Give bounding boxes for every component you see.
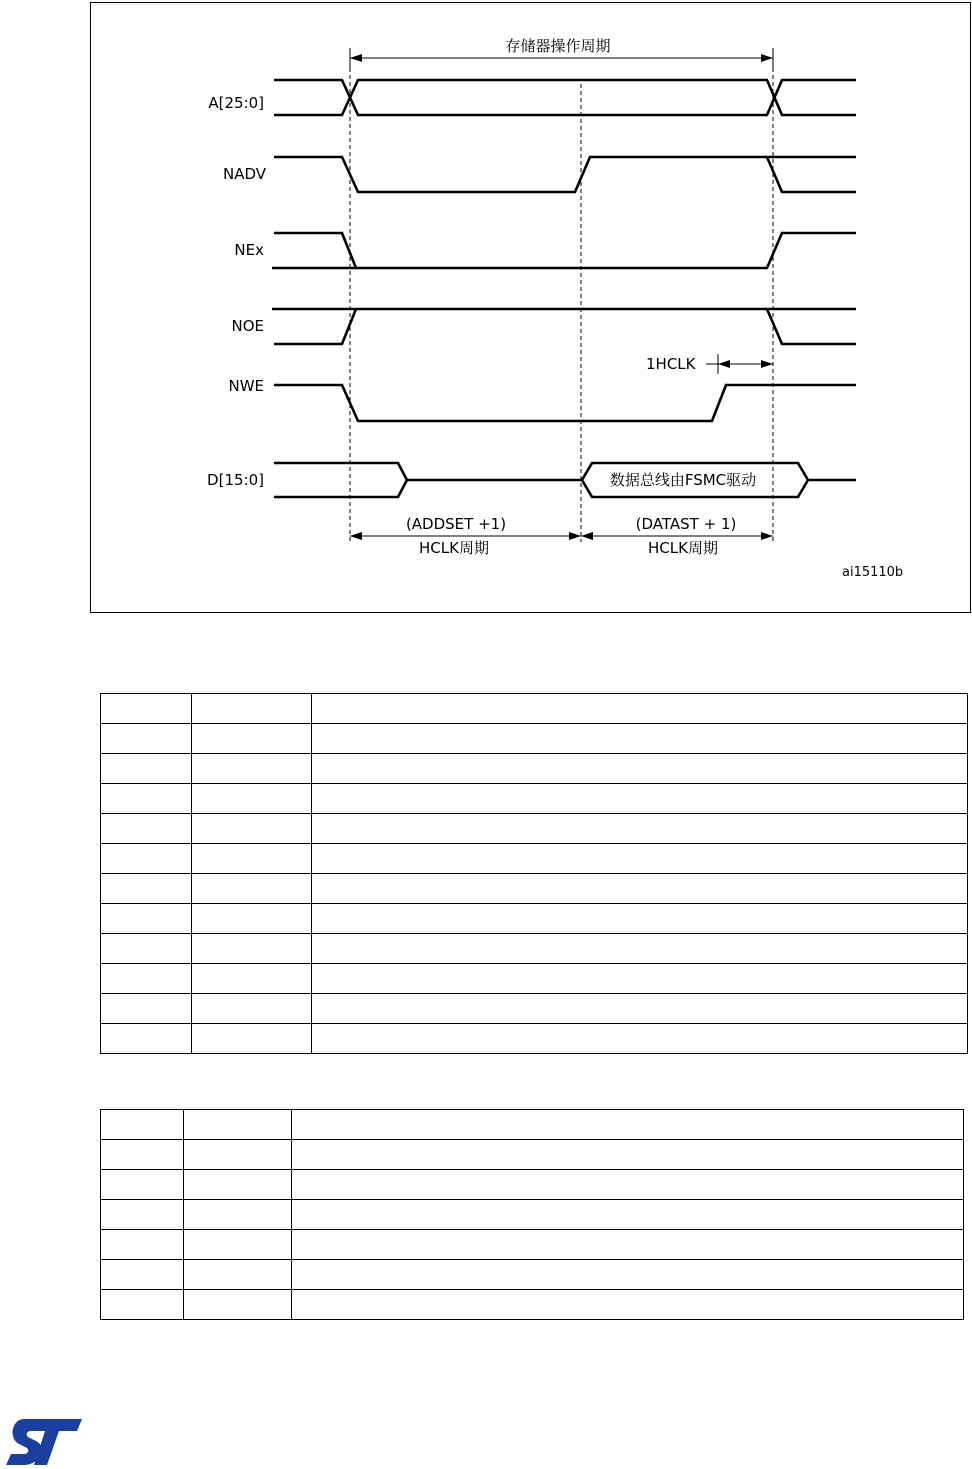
addset-arrow-right (569, 532, 581, 540)
table-cell (184, 1110, 292, 1140)
figure-id: ai15110b (842, 565, 904, 580)
table-cell (312, 814, 968, 844)
one-hclk-arrow-left (718, 360, 730, 368)
table-cell (184, 1290, 292, 1320)
table-cell (101, 964, 192, 994)
table-cell (101, 874, 192, 904)
table-cell (292, 1290, 964, 1320)
register-table-2-body (101, 1110, 964, 1320)
table-cell (101, 1140, 184, 1170)
table-cell (101, 1110, 184, 1140)
table-cell (101, 724, 192, 754)
st-logo-mark (6, 1419, 82, 1465)
table-cell (192, 964, 312, 994)
signal-label-nwe: NWE (228, 377, 264, 395)
table-row (101, 1024, 968, 1054)
table-cell (184, 1200, 292, 1230)
table-cell (292, 1200, 964, 1230)
addset-unit-label: HCLK周期 (419, 539, 489, 557)
table-cell (192, 784, 312, 814)
table-cell (192, 694, 312, 724)
table-row (101, 844, 968, 874)
table-cell (101, 814, 192, 844)
table-cell (312, 934, 968, 964)
table-cell (101, 694, 192, 724)
table-row (101, 934, 968, 964)
table-row (101, 994, 968, 1024)
table-cell (101, 1170, 184, 1200)
table-cell (101, 1260, 184, 1290)
table-row (101, 784, 968, 814)
signal-label-noe: NOE (231, 317, 264, 335)
signal-label-nadv: NADV (222, 165, 266, 183)
table-cell (292, 1170, 964, 1200)
register-table-1 (100, 693, 968, 1054)
table-cell (184, 1170, 292, 1200)
table-cell (101, 1230, 184, 1260)
datast-label: (DATAST + 1) (635, 515, 737, 533)
table-cell (192, 844, 312, 874)
nex-waveform (272, 233, 856, 268)
data-waveform (274, 463, 856, 497)
signal-label-address: A[25:0] (208, 94, 264, 112)
signal-label-data: D[15:0] (207, 471, 264, 489)
signal-label-nex: NEx (234, 241, 264, 259)
table-cell (292, 1140, 964, 1170)
table-row (101, 724, 968, 754)
table-cell (312, 784, 968, 814)
datast-unit-label: HCLK周期 (648, 539, 718, 557)
table-cell (192, 754, 312, 784)
table-cell (101, 1200, 184, 1230)
datast-arrow-right (761, 532, 773, 540)
table-row (101, 964, 968, 994)
table-cell (184, 1230, 292, 1260)
cycle-span-arrow-left (350, 54, 362, 62)
table-row (101, 1230, 964, 1260)
timing-diagram (90, 2, 971, 614)
table-row (101, 1140, 964, 1170)
table-row (101, 1110, 964, 1140)
noe-waveform (272, 309, 856, 344)
st-logo (4, 1417, 84, 1467)
table-row (101, 814, 968, 844)
table-cell (312, 754, 968, 784)
register-table-1-body (101, 694, 968, 1054)
addset-arrow-left (350, 532, 362, 540)
table-cell (192, 874, 312, 904)
table-cell (101, 844, 192, 874)
table-row (101, 904, 968, 934)
table-row (101, 1200, 964, 1230)
table-cell (192, 934, 312, 964)
table-cell (292, 1110, 964, 1140)
table-cell (101, 994, 192, 1024)
table-cell (312, 1024, 968, 1054)
table-cell (192, 994, 312, 1024)
table-cell (312, 994, 968, 1024)
table-cell (312, 694, 968, 724)
table-row (101, 874, 968, 904)
table-cell (312, 904, 968, 934)
table-cell (184, 1140, 292, 1170)
table-row (101, 1170, 964, 1200)
diagram-title: 存储器操作周期 (505, 37, 611, 55)
table-cell (192, 724, 312, 754)
table-cell (101, 904, 192, 934)
table-row (101, 694, 968, 724)
table-cell (292, 1230, 964, 1260)
datast-arrow-left (581, 532, 593, 540)
cycle-span-arrow-right (761, 54, 773, 62)
one-hclk-label: 1HCLK (646, 355, 696, 373)
table-cell (292, 1260, 964, 1290)
addset-label: (ADDSET +1) (405, 515, 507, 533)
table-cell (312, 724, 968, 754)
table-row (101, 1260, 964, 1290)
table-cell (101, 934, 192, 964)
address-waveform (274, 80, 856, 115)
table-cell (312, 874, 968, 904)
one-hclk-arrow-right (761, 360, 773, 368)
table-cell (101, 1290, 184, 1320)
table-cell (101, 784, 192, 814)
table-cell (192, 904, 312, 934)
register-table-2 (100, 1109, 964, 1320)
table-cell (312, 844, 968, 874)
table-row (101, 754, 968, 784)
nwe-waveform (274, 385, 856, 421)
table-cell (192, 814, 312, 844)
table-cell (101, 1024, 192, 1054)
table-cell (184, 1260, 292, 1290)
table-cell (101, 754, 192, 784)
table-row (101, 1290, 964, 1320)
table-cell (192, 1024, 312, 1054)
nadv-waveform (274, 157, 856, 192)
data-bus-label: 数据总线由FSMC驱动 (609, 471, 757, 489)
table-cell (312, 964, 968, 994)
